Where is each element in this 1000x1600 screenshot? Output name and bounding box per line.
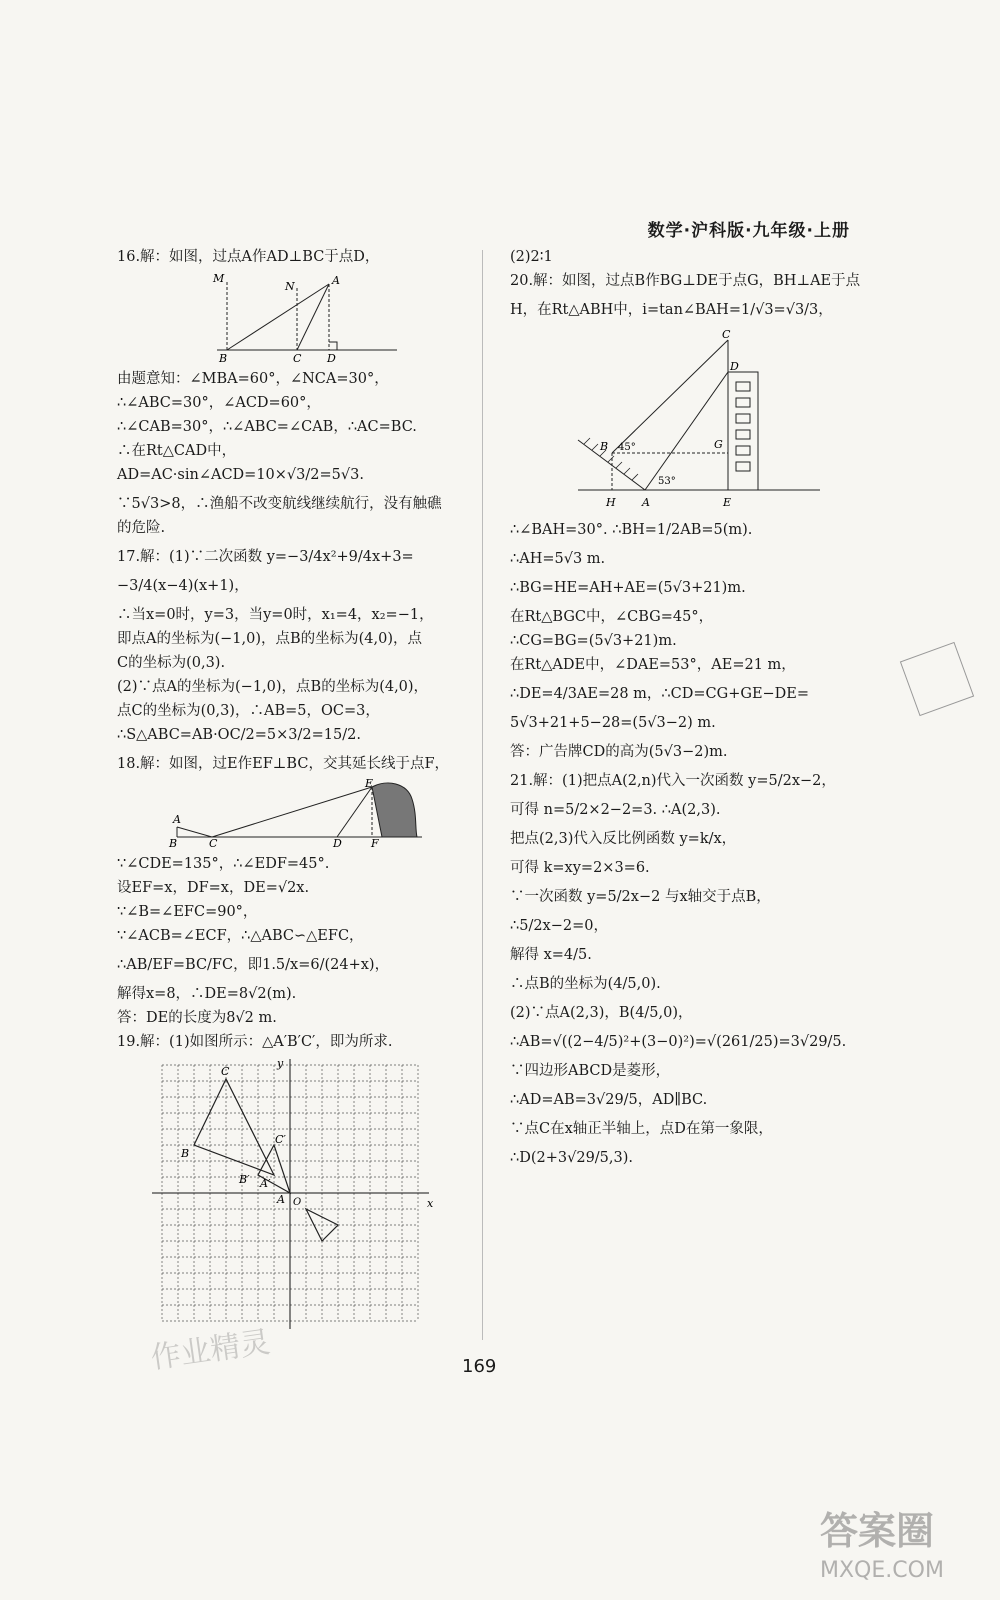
fig18-label: A xyxy=(173,813,181,826)
text-line: 解得 x=4/5. xyxy=(510,947,592,963)
text-line: 设EF=x，DF=x，DE=√2x. xyxy=(117,880,310,896)
watermark-logo: 答案圈 xyxy=(820,1509,935,1553)
text-line: ∴在Rt△CAD中， xyxy=(117,443,237,459)
text-line: ∵∠B=∠EFC=90°， xyxy=(117,904,258,920)
fig20-label: C xyxy=(722,330,731,341)
text-line: 16.解：如图，过点A作AD⊥BC于点D， xyxy=(117,249,380,265)
text-line: 由题意知：∠MBA=60°，∠NCA=30°， xyxy=(117,371,389,387)
figure-20 xyxy=(570,330,830,515)
fig20-label: D xyxy=(730,360,739,373)
text-line: 即点A的坐标为(−1,0)，点B的坐标为(4,0)，点 xyxy=(117,631,423,647)
fig16-label: M xyxy=(213,272,225,285)
text-line: ∴AB/EF=BC/FC，即1.5/x=6/(24+x)， xyxy=(117,957,390,973)
text-line: ∵5√3>8，∴渔船不改变航线继续航行，没有触礁 xyxy=(117,496,442,512)
fig20-label: H xyxy=(606,496,616,509)
figure-16 xyxy=(207,272,407,364)
text-line: 点C的坐标为(0,3)，∴AB=5，OC=3， xyxy=(117,703,380,719)
text-line: 把点(2,3)代入反比例函数 y=k/x， xyxy=(510,831,737,847)
text-line: ∴∠BAH=30°. ∴BH=1/2AB=5(m). xyxy=(510,522,753,538)
fig20-label: A xyxy=(642,496,650,509)
text-line: ∴5/2x−2=0， xyxy=(510,918,608,934)
text-line: ∴AB=√((2−4/5)²+(3−0)²)=√(261/25)=3√29/5. xyxy=(510,1034,847,1050)
fig20-label: G xyxy=(714,438,723,451)
fig20-label: 45° xyxy=(618,442,636,453)
text-line: ∴S△ABC=AB·OC/2=5×3/2=15/2. xyxy=(117,727,361,743)
text-line: 的危险. xyxy=(117,520,166,536)
text-line: (2)2∶1 xyxy=(510,249,553,265)
fig20-label: B xyxy=(600,440,609,453)
fig19-label: A′ xyxy=(260,1177,271,1190)
text-line: 21.解：(1)把点A(2,n)代入一次函数 y=5/2x−2， xyxy=(510,773,836,789)
fig16-label: A xyxy=(332,274,340,287)
text-line: 在Rt△ADE中，∠DAE=53°，AE=21 m， xyxy=(510,657,796,673)
left-column xyxy=(117,248,462,1343)
text-line: 19.解：(1)如图所示：△A′B′C′，即为所求. xyxy=(117,1034,393,1050)
text-line: ∵∠CDE=135°，∴∠EDF=45°. xyxy=(117,856,330,872)
watermark-url: MXQE.COM xyxy=(820,1558,944,1583)
text-line: AD=AC·sin∠ACD=10×√3/2=5√3. xyxy=(117,467,364,483)
text-line: (2)∵点A的坐标为(−1,0)，点B的坐标为(4,0)， xyxy=(117,679,429,695)
fig18-label: E xyxy=(365,779,374,790)
text-line: ∴CG=BG=(5√3+21)m. xyxy=(510,633,677,649)
text-line: 在Rt△BGC中，∠CBG=45°， xyxy=(510,609,714,625)
fig19-label: x xyxy=(427,1197,434,1210)
text-line: ∴当x=0时，y=3，当y=0时，x₁=4，x₂=−1， xyxy=(117,607,434,623)
column-divider xyxy=(482,250,483,1340)
figure-18 xyxy=(167,779,437,849)
text-line: ∴D(2+3√29/5,3). xyxy=(510,1150,634,1166)
text-line: ∴∠CAB=30°，∴∠ABC=∠CAB，∴AC=BC. xyxy=(117,419,417,435)
fig19-label: B′ xyxy=(239,1173,250,1186)
fig19-label: y xyxy=(277,1057,284,1070)
page-number: 169 xyxy=(462,1356,497,1377)
figure-19-grid xyxy=(147,1057,437,1337)
text-line: 答：DE的长度为8√2 m. xyxy=(117,1010,277,1026)
fig18-label: B xyxy=(169,837,178,849)
text-line: (2)∵点A(2,3)，B(4/5,0)， xyxy=(510,1005,693,1021)
page-header: 数学·沪科版·九年级·上册 xyxy=(647,221,850,241)
fig19-label: O xyxy=(293,1197,302,1208)
text-line: ∵四边形ABCD是菱形， xyxy=(510,1063,671,1079)
text-line: ∴AH=5√3 m. xyxy=(510,551,606,567)
text-line: 5√3+21+5−28=(5√3−2) m. xyxy=(510,715,716,731)
text-line: C的坐标为(0,3). xyxy=(117,655,226,671)
fig19-label: B xyxy=(181,1147,190,1160)
text-line: H，在Rt△ABH中，i=tan∠BAH=1/√3=√3/3， xyxy=(510,302,833,318)
text-line: 17.解：(1)∵二次函数 y=−3/4x²+9/4x+3= xyxy=(117,549,414,565)
text-line: ∵∠ACB=∠ECF，∴△ABC∽△EFC， xyxy=(117,928,364,944)
right-column xyxy=(510,248,861,1178)
fig20-label: 53° xyxy=(658,476,676,487)
text-line: ∴DE=4/3AE=28 m，∴CD=CG+GE−DE= xyxy=(510,686,810,702)
fig18-label: C xyxy=(209,837,218,849)
watermark-text: 作业精灵 xyxy=(148,1324,273,1377)
text-line: 解得x=8，∴DE=8√2(m). xyxy=(117,986,297,1002)
text-line: ∴点B的坐标为(4/5,0). xyxy=(510,976,661,992)
text-line: ∵点C在x轴正半轴上，点D在第一象限， xyxy=(510,1121,773,1137)
fig16-label: N xyxy=(285,280,295,293)
text-line: 18.解：如图，过E作EF⊥BC，交其延长线于点F， xyxy=(117,756,450,772)
fig19-label: C xyxy=(221,1065,230,1078)
text-line: −3/4(x−4)(x+1)， xyxy=(117,578,249,594)
stamp-mark xyxy=(900,642,974,716)
text-line: 答：广告牌CD的高为(5√3−2)m. xyxy=(510,744,728,760)
text-line: ∵一次函数 y=5/2x−2 与x轴交于点B， xyxy=(510,889,771,905)
fig16-label: D xyxy=(327,352,336,364)
fig18-label: F xyxy=(371,837,379,849)
fig18-label: D xyxy=(333,837,342,849)
text-line: ∴∠ABC=30°，∠ACD=60°， xyxy=(117,395,321,411)
fig16-label: B xyxy=(219,352,228,364)
fig19-label: A xyxy=(277,1193,285,1206)
text-line: ∴AD=AB=3√29/5，AD∥BC. xyxy=(510,1092,708,1108)
text-line: 可得 k=xy=2×3=6. xyxy=(510,860,650,876)
fig20-label: E xyxy=(723,496,732,509)
text-line: 可得 n=5/2×2−2=3. ∴A(2,3). xyxy=(510,802,721,818)
fig19-label: C′ xyxy=(275,1133,286,1146)
text-line: ∴BG=HE=AH+AE=(5√3+21)m. xyxy=(510,580,746,596)
text-line: 20.解：如图，过点B作BG⊥DE于点G，BH⊥AE于点 xyxy=(510,273,861,289)
fig16-label: C xyxy=(293,352,302,364)
